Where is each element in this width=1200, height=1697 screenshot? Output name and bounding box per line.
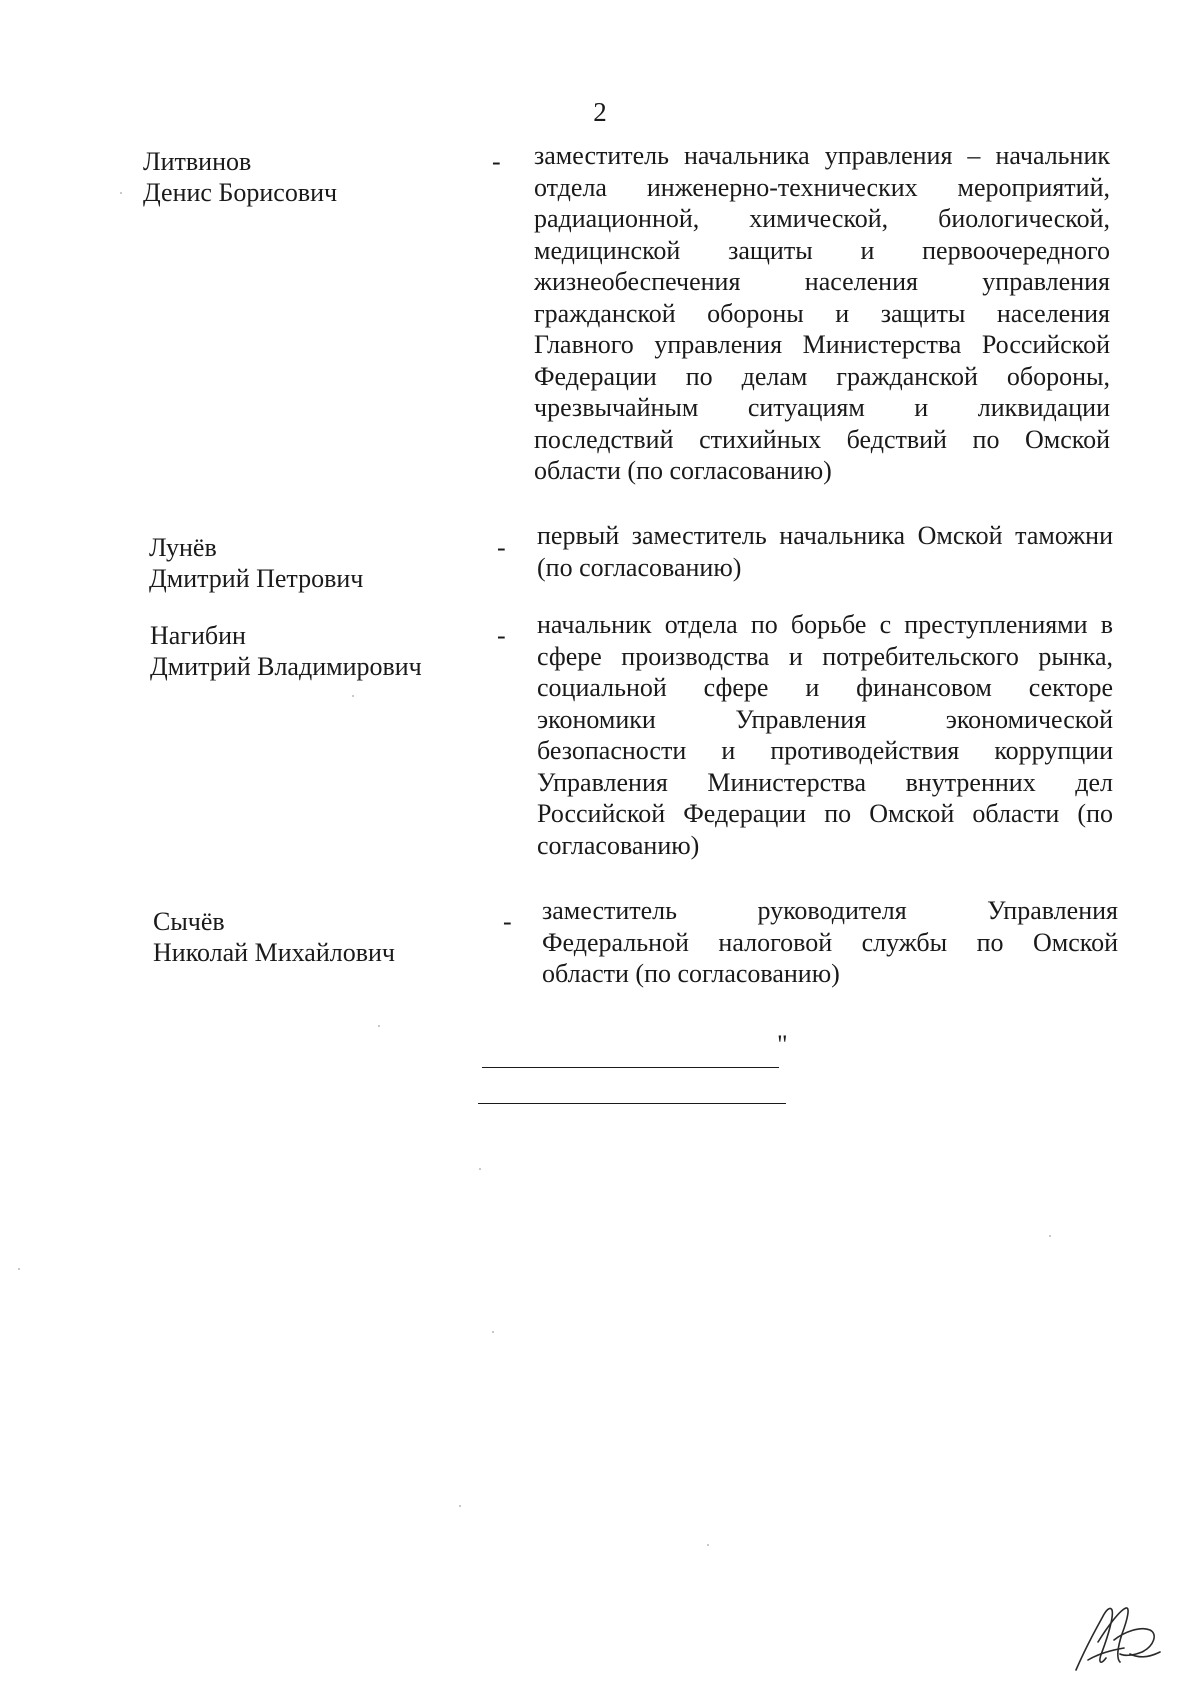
scan-speck (707, 1544, 709, 1546)
member-position: заместитель начальника управления – начальник отдела инженерно-технических мероприятий, радиационной, химической, биологической, медицинской защиты и первоочередного жизнеобеспечения населения управления гражданской обороны и защиты населения Главного управления Министерства Российской Федерации по делам гражданской обороны, чрезвычайным ситуациям и ликвидации последствий стихийных бедствий по Омской области (по согласованию) (534, 141, 1110, 485)
member-name (149, 532, 479, 594)
member-name (150, 620, 480, 682)
member-given-names: Дмитрий Владимирович (150, 652, 422, 681)
member-position: начальник отдела по борьбе с преступлениями в сфере производства и потребительского рынка, социальной сфере и финансовом секторе экономики Управления экономической безопасности и противодействия коррупции Управления Министерства внутренних дел Российской Федерации по Омской области (по согласованию) (537, 610, 1113, 860)
separator-dash: - (492, 147, 501, 176)
separator-dash: - (503, 907, 512, 936)
member-given-names: Денис Борисович (143, 178, 338, 207)
scan-speck (492, 1331, 494, 1333)
closing-quote-mark: " (777, 1030, 788, 1059)
member-name (143, 146, 473, 208)
page-number: 2 (593, 97, 607, 127)
member-given-names: Дмитрий Петрович (149, 564, 364, 593)
member-surname: Нагибин (150, 621, 246, 650)
member-surname: Литвинов (143, 147, 252, 176)
scan-speck (352, 695, 354, 697)
member-position: заместитель руководителя Управления Федеральной налоговой службы по Омской области (по согласованию) (542, 896, 1118, 988)
member-given-names: Николай Михайлович (153, 938, 395, 967)
member-surname: Сычёв (153, 907, 225, 936)
closing-rule (482, 1067, 779, 1068)
scan-speck (120, 192, 122, 194)
scan-speck (459, 1505, 461, 1507)
scan-speck (378, 1025, 380, 1027)
member-name (153, 906, 483, 968)
scan-speck (479, 1168, 481, 1170)
separator-dash: - (497, 621, 506, 650)
handwritten-signature-icon (1068, 1596, 1168, 1676)
closing-rule (478, 1103, 786, 1104)
separator-dash: - (497, 533, 506, 562)
member-surname: Лунёв (149, 533, 217, 562)
scan-speck (18, 1268, 20, 1270)
member-position: первый заместитель начальника Омской таможни (по согласованию) (537, 521, 1113, 582)
scan-speck (1049, 1235, 1051, 1237)
